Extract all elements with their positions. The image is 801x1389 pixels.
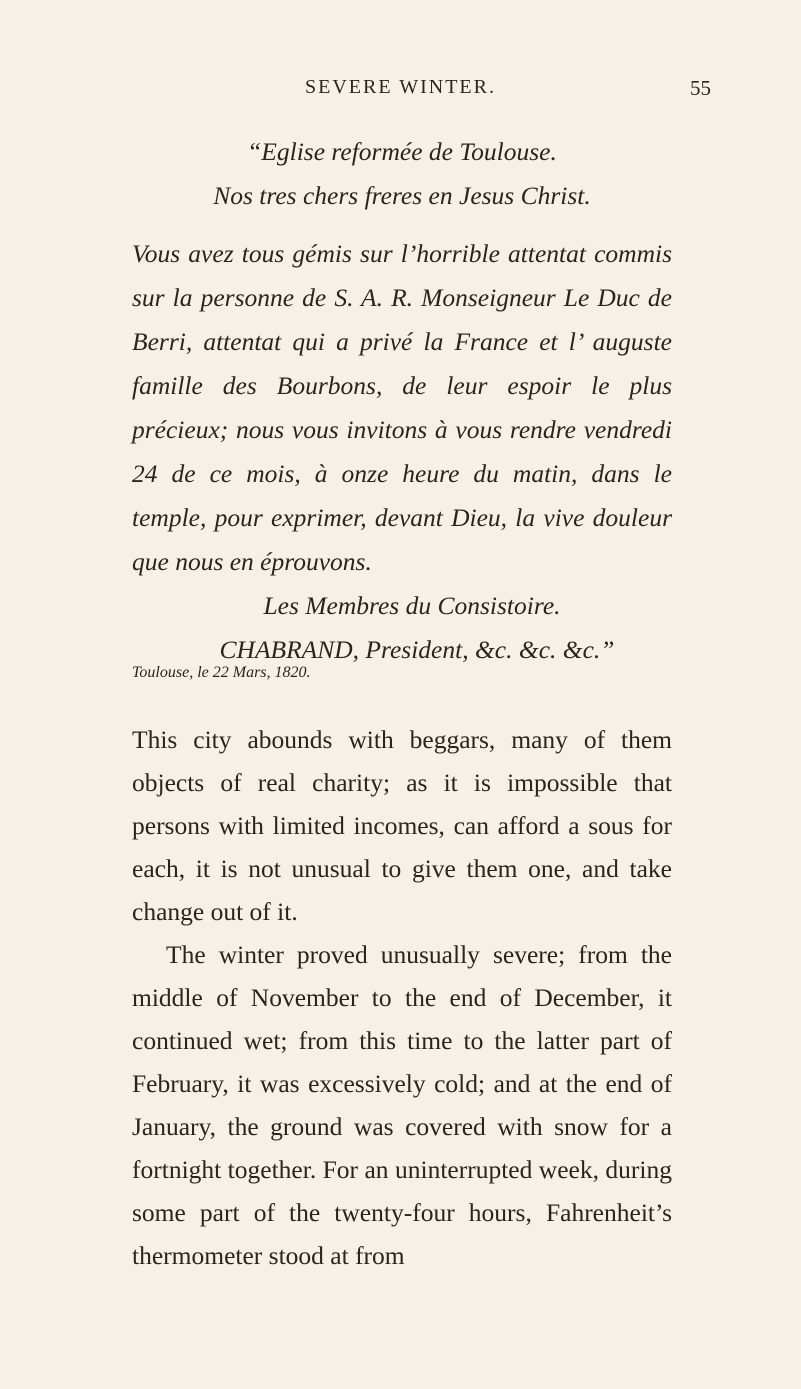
paragraph-winter: The winter proved unusually severe; from the middle of November to the end of December, it continued wet; from this time to the latter part of February, it was excessively cold; and at the end of January, the ground was covered with snow for a fortnight together. For an uninterrupted week, during some part of the twenty-four hours, Fahrenheit’s thermometer stood at from [132,940,672,1270]
page-number: 55 [690,76,711,100]
letter-address: “Eglise reformée de Toulouse. [247,137,557,166]
paragraph-beggars: This city abounds with beggars, many of them objects of real charity; as it is impossible that persons with limited incomes, can afford a sous for each, it is not unusual to give them one, and take change out of it. [132,725,672,926]
letter-signature-president: CHABRAND, President, &c. &c. &c.” [219,635,615,664]
letter-dateline: Toulouse, le 22 Mars, 1820. [132,664,311,681]
running-head [0,76,801,106]
main-text [132,718,672,1277]
letter-body: Vous avez tous gémis sur l’horrible attentat commis sur la personne de S. A. R. Monseigneur Le Duc de Berri, attentat qui a privé la France et l’ auguste famille des Bourbons, de leur espoir le plus précieux; nous vous invitons à vous rendre vendredi 24 de ce mois, à onze heure du matin, dans le temple, pour exprimer, devant Dieu, la vive douleur que nous en éprouvons. [132,239,672,576]
letter-salutation: Nos tres chers freres en Jesus Christ. [213,181,591,210]
quoted-letter [132,130,672,672]
running-title: SEVERE WINTER. [305,76,496,98]
letter-signature-consistoire: Les Membres du Consistoire. [263,591,561,620]
